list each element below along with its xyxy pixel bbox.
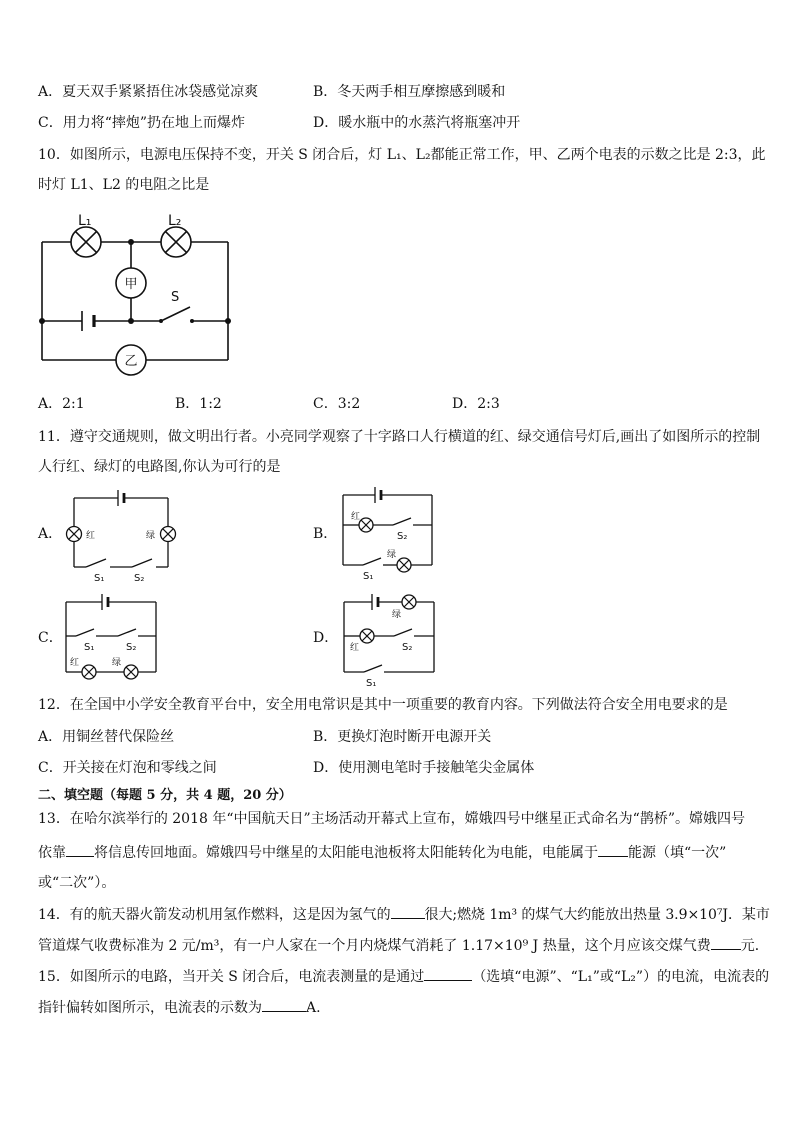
q9-option-c: C．用力将“摔炮”扔在地上而爆炸 xyxy=(38,115,246,131)
c-red-label: 红 xyxy=(70,658,80,668)
q15-blank-2[interactable] xyxy=(262,997,306,1012)
q14-line2 xyxy=(38,935,769,956)
q14-blank-1[interactable] xyxy=(391,904,425,919)
c-s1-label: S₁ xyxy=(84,642,95,653)
q11-label-d: D． xyxy=(313,630,339,646)
label-l1: L₁ xyxy=(78,213,92,229)
q14-blank-2[interactable] xyxy=(711,935,741,950)
q11-label-a: A． xyxy=(38,526,63,542)
d-s2-label: S₂ xyxy=(402,642,413,653)
a-s1-label: S₁ xyxy=(94,573,105,584)
q13-text-a: 依靠 xyxy=(38,845,66,861)
b-s2-label: S₂ xyxy=(397,531,408,542)
red-lamp-icon xyxy=(67,527,82,542)
a-s2-label: S₂ xyxy=(134,573,145,584)
a-green-label: 绿 xyxy=(146,531,156,541)
label-meter-jia: 甲 xyxy=(124,277,138,292)
q14-line1 xyxy=(38,904,770,925)
q15-text-a: 15．如图所示的电路，当开关 S 闭合后，电流表测量的是通过 xyxy=(38,969,425,985)
q12-option-d: D．使用测电笔时手接触笔尖金属体 xyxy=(313,760,535,776)
q13-text-b: 将信息传回地面。嫦娥四号中继星的太阳能电池板将太阳能转化为电能，电能属于 xyxy=(94,845,598,861)
lamp-l1 xyxy=(71,227,101,257)
green-lamp-icon xyxy=(402,595,416,609)
d-s1-label: S₁ xyxy=(366,678,377,689)
q11-circuit-a xyxy=(62,485,192,585)
q10-option-b: B．1:2 xyxy=(175,396,222,412)
q13-blank-2[interactable] xyxy=(598,842,628,857)
q9-option-a: A．夏天双手紧紧捂住冰袋感觉凉爽 xyxy=(38,84,259,100)
label-switch-s: S xyxy=(171,290,180,305)
q11-circuit-c xyxy=(58,590,168,690)
d-green-label: 绿 xyxy=(392,610,402,620)
q13-line1: 13．在哈尔滨举行的 2018 年“中国航天日”主场活动开幕式上宣布，嫦娥四号中继星正式命名为“鹊桥”。嫦娥四号 xyxy=(38,811,745,827)
green-lamp-icon xyxy=(124,665,138,679)
b-s1-label: S₁ xyxy=(363,571,374,582)
q12-option-c: C．开关接在灯泡和零线之间 xyxy=(38,760,217,776)
section-title-fill-in: 二、填空题（每题 5 分，共 4 题，20 分） xyxy=(38,788,292,803)
q15-text-b: （选填“电源”、“L₁”或“L₂”）的电流，电流表的 xyxy=(472,969,770,985)
q13-text-c: 能源（填“一次” xyxy=(628,845,727,861)
label-l2: L₂ xyxy=(168,213,182,229)
label-meter-yi: 乙 xyxy=(124,354,138,369)
q10-stem-line2: 时灯 L1、L2 的电阻之比是 xyxy=(38,177,210,193)
q15-blank-1[interactable] xyxy=(424,966,472,981)
green-lamp-icon xyxy=(397,558,411,572)
lamp-l2 xyxy=(161,227,191,257)
red-lamp-icon xyxy=(359,518,373,532)
q15-text-c: 指针偏转如图所示，电流表的示数为 xyxy=(38,1000,262,1016)
q14-text-b: 很大;燃烧 1m³ 的煤气大约能放出热量 3.9×10⁷J．某市 xyxy=(424,907,770,923)
c-green-label: 绿 xyxy=(112,658,122,668)
q15-text-d: A. xyxy=(306,1000,321,1016)
q11-stem-line2: 人行红、绿灯的电路图,你认为可行的是 xyxy=(38,459,281,475)
q14-text-d: 元． xyxy=(740,938,769,954)
red-lamp-icon xyxy=(82,665,96,679)
q11-circuit-d xyxy=(336,590,446,690)
q10-option-d: D．2:3 xyxy=(452,396,500,412)
c-s2-label: S₂ xyxy=(126,642,137,653)
q12-stem: 12．在全国中小学安全教育平台中，安全用电常识是其中一项重要的教育内容。下列做法符合安全用电要求的是 xyxy=(38,697,728,713)
d-red-label: 红 xyxy=(350,643,360,653)
q11-label-c: C． xyxy=(38,630,63,646)
q11-stem-line1: 11．遵守交通规则，做文明出行者。小亮同学观察了十字路口人行横道的红、绿交通信号灯后,画出了如图所示的控制 xyxy=(38,429,761,445)
q14-text-a: 14．有的航天器火箭发动机用氢作燃料，这是因为氢气的 xyxy=(38,907,391,923)
b-red-label: 红 xyxy=(351,512,361,522)
q13-line2 xyxy=(38,842,726,863)
q12-option-b: B．更换灯泡时断开电源开关 xyxy=(313,729,492,745)
q13-blank-1[interactable] xyxy=(66,842,94,857)
q13-line3: 或“二次”）。 xyxy=(38,875,116,891)
q11-label-b: B． xyxy=(313,526,338,542)
q10-stem-line1: 10．如图所示，电源电压保持不变，开关 S 闭合后，灯 L₁、L₂都能正常工作，甲、乙两个电表的示数之比是 2:3，此 xyxy=(38,147,766,163)
red-lamp-icon xyxy=(360,629,374,643)
q11-circuit-b xyxy=(335,482,445,582)
q15-line1 xyxy=(38,966,769,987)
b-green-label: 绿 xyxy=(387,550,397,560)
green-lamp-icon xyxy=(161,527,176,542)
q9-option-d: D．暖水瓶中的水蒸汽将瓶塞冲开 xyxy=(313,115,521,131)
q9-option-b: B．冬天两手相互摩擦感到暖和 xyxy=(313,84,506,100)
q12-option-a: A．用铜丝替代保险丝 xyxy=(38,729,175,745)
q10-circuit-diagram xyxy=(30,205,250,385)
q10-option-a: A．2:1 xyxy=(38,396,85,412)
q14-text-c: 管道煤气收费标准为 2 元/m³，有一户人家在一个月内烧煤气消耗了 1.17×10⁹ J 热量，这个月应该交煤气费 xyxy=(38,938,711,954)
a-red-label: 红 xyxy=(86,531,96,541)
q15-line2 xyxy=(38,997,321,1018)
q10-option-c: C．3:2 xyxy=(313,396,361,412)
